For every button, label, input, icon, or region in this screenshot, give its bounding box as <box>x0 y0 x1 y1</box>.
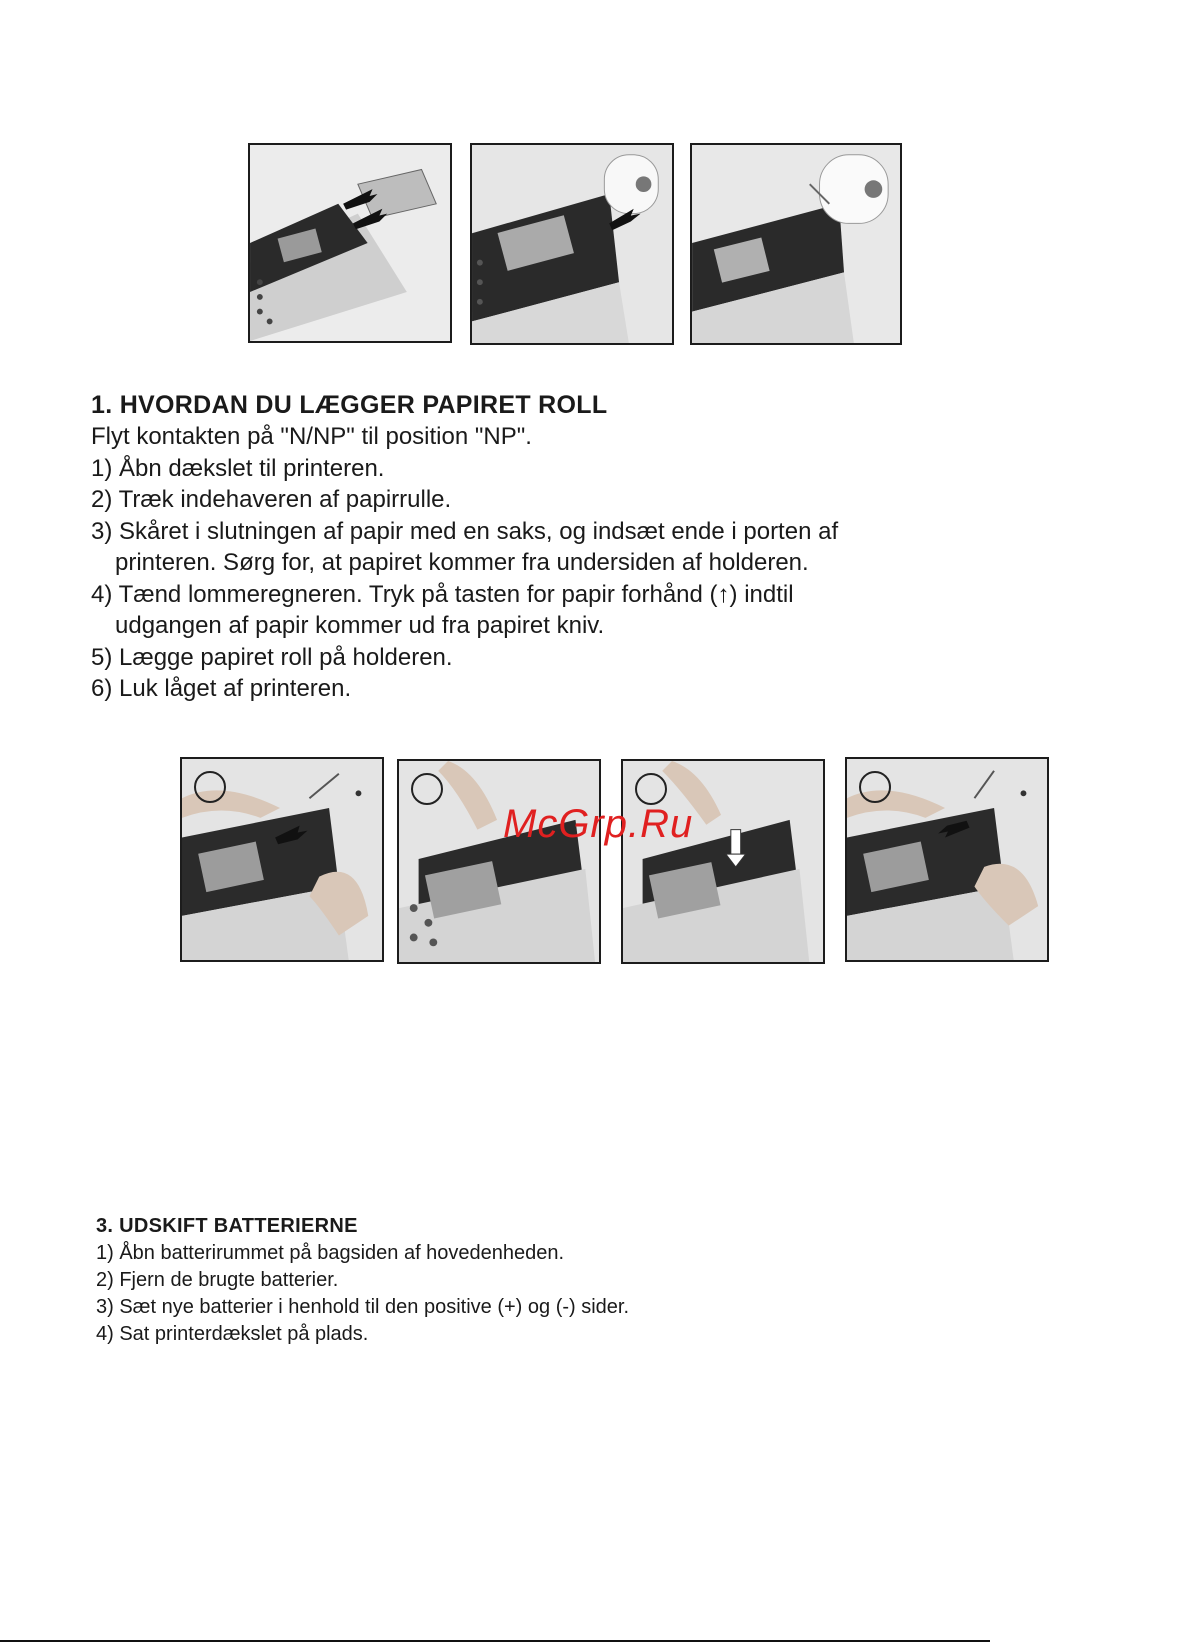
section1-line: 4) Tænd lommeregneren. Tryk på tasten for papir forhånd (↑) indtil <box>91 580 794 608</box>
section1-line: 3) Skåret i slutningen af papir med en saks, og indsæt ende i porten af <box>91 517 839 545</box>
calculator-illustration <box>472 145 672 343</box>
section1-line: udgangen af papir kommer ud fra papiret kniv. <box>115 612 605 639</box>
watermark: McGrp.Ru <box>503 802 694 846</box>
footer-rule <box>0 1640 990 1642</box>
photo-paper-in-place <box>690 143 902 345</box>
section3-line: 4) Sat printerdækslet på plads. <box>96 1323 369 1345</box>
step-number-circle <box>194 771 226 803</box>
calculator-illustration <box>250 145 450 341</box>
section1-line: 6) Luk låget af printeren. <box>91 675 352 702</box>
step-number-circle <box>635 773 667 805</box>
calculator-illustration <box>692 145 900 343</box>
photo-step-3 <box>621 759 825 964</box>
section1-title: 1. HVORDAN DU LÆGGER PAPIRET ROLL <box>91 391 608 419</box>
photo-open-printer-cover <box>248 143 452 343</box>
section3-line: 1) Åbn batterirummet på bagsiden af hovedenheden. <box>96 1242 565 1264</box>
section1-line: printeren. Sørg for, at papiret kommer fra undersiden af holderen. <box>115 549 809 576</box>
section1-line: 5) Lægge papiret roll på holderen. <box>91 643 453 671</box>
photo-step-4 <box>845 757 1049 962</box>
step-number-circle <box>859 771 891 803</box>
section1-line: 1) Åbn dækslet til printeren. <box>91 454 385 482</box>
section3-line: 2) Fjern de brugte batterier. <box>96 1269 339 1291</box>
photo-step-1 <box>180 757 384 962</box>
section3-line: 3) Sæt nye batterier i henhold til den positive (+) og (-) sider. <box>96 1296 630 1318</box>
photo-step-2 <box>397 759 601 964</box>
section3-title: 3. UDSKIFT BATTERIERNE <box>96 1215 358 1237</box>
section3-steps <box>96 1240 996 1348</box>
section1-line: Flyt kontakten på "N/NP" til position "NP". <box>91 423 532 450</box>
step-number-circle <box>411 773 443 805</box>
section1-line: 2) Træk indehaveren af papirrulle. <box>91 486 452 513</box>
section1-steps <box>91 421 1091 705</box>
photo-insert-paper <box>470 143 674 345</box>
